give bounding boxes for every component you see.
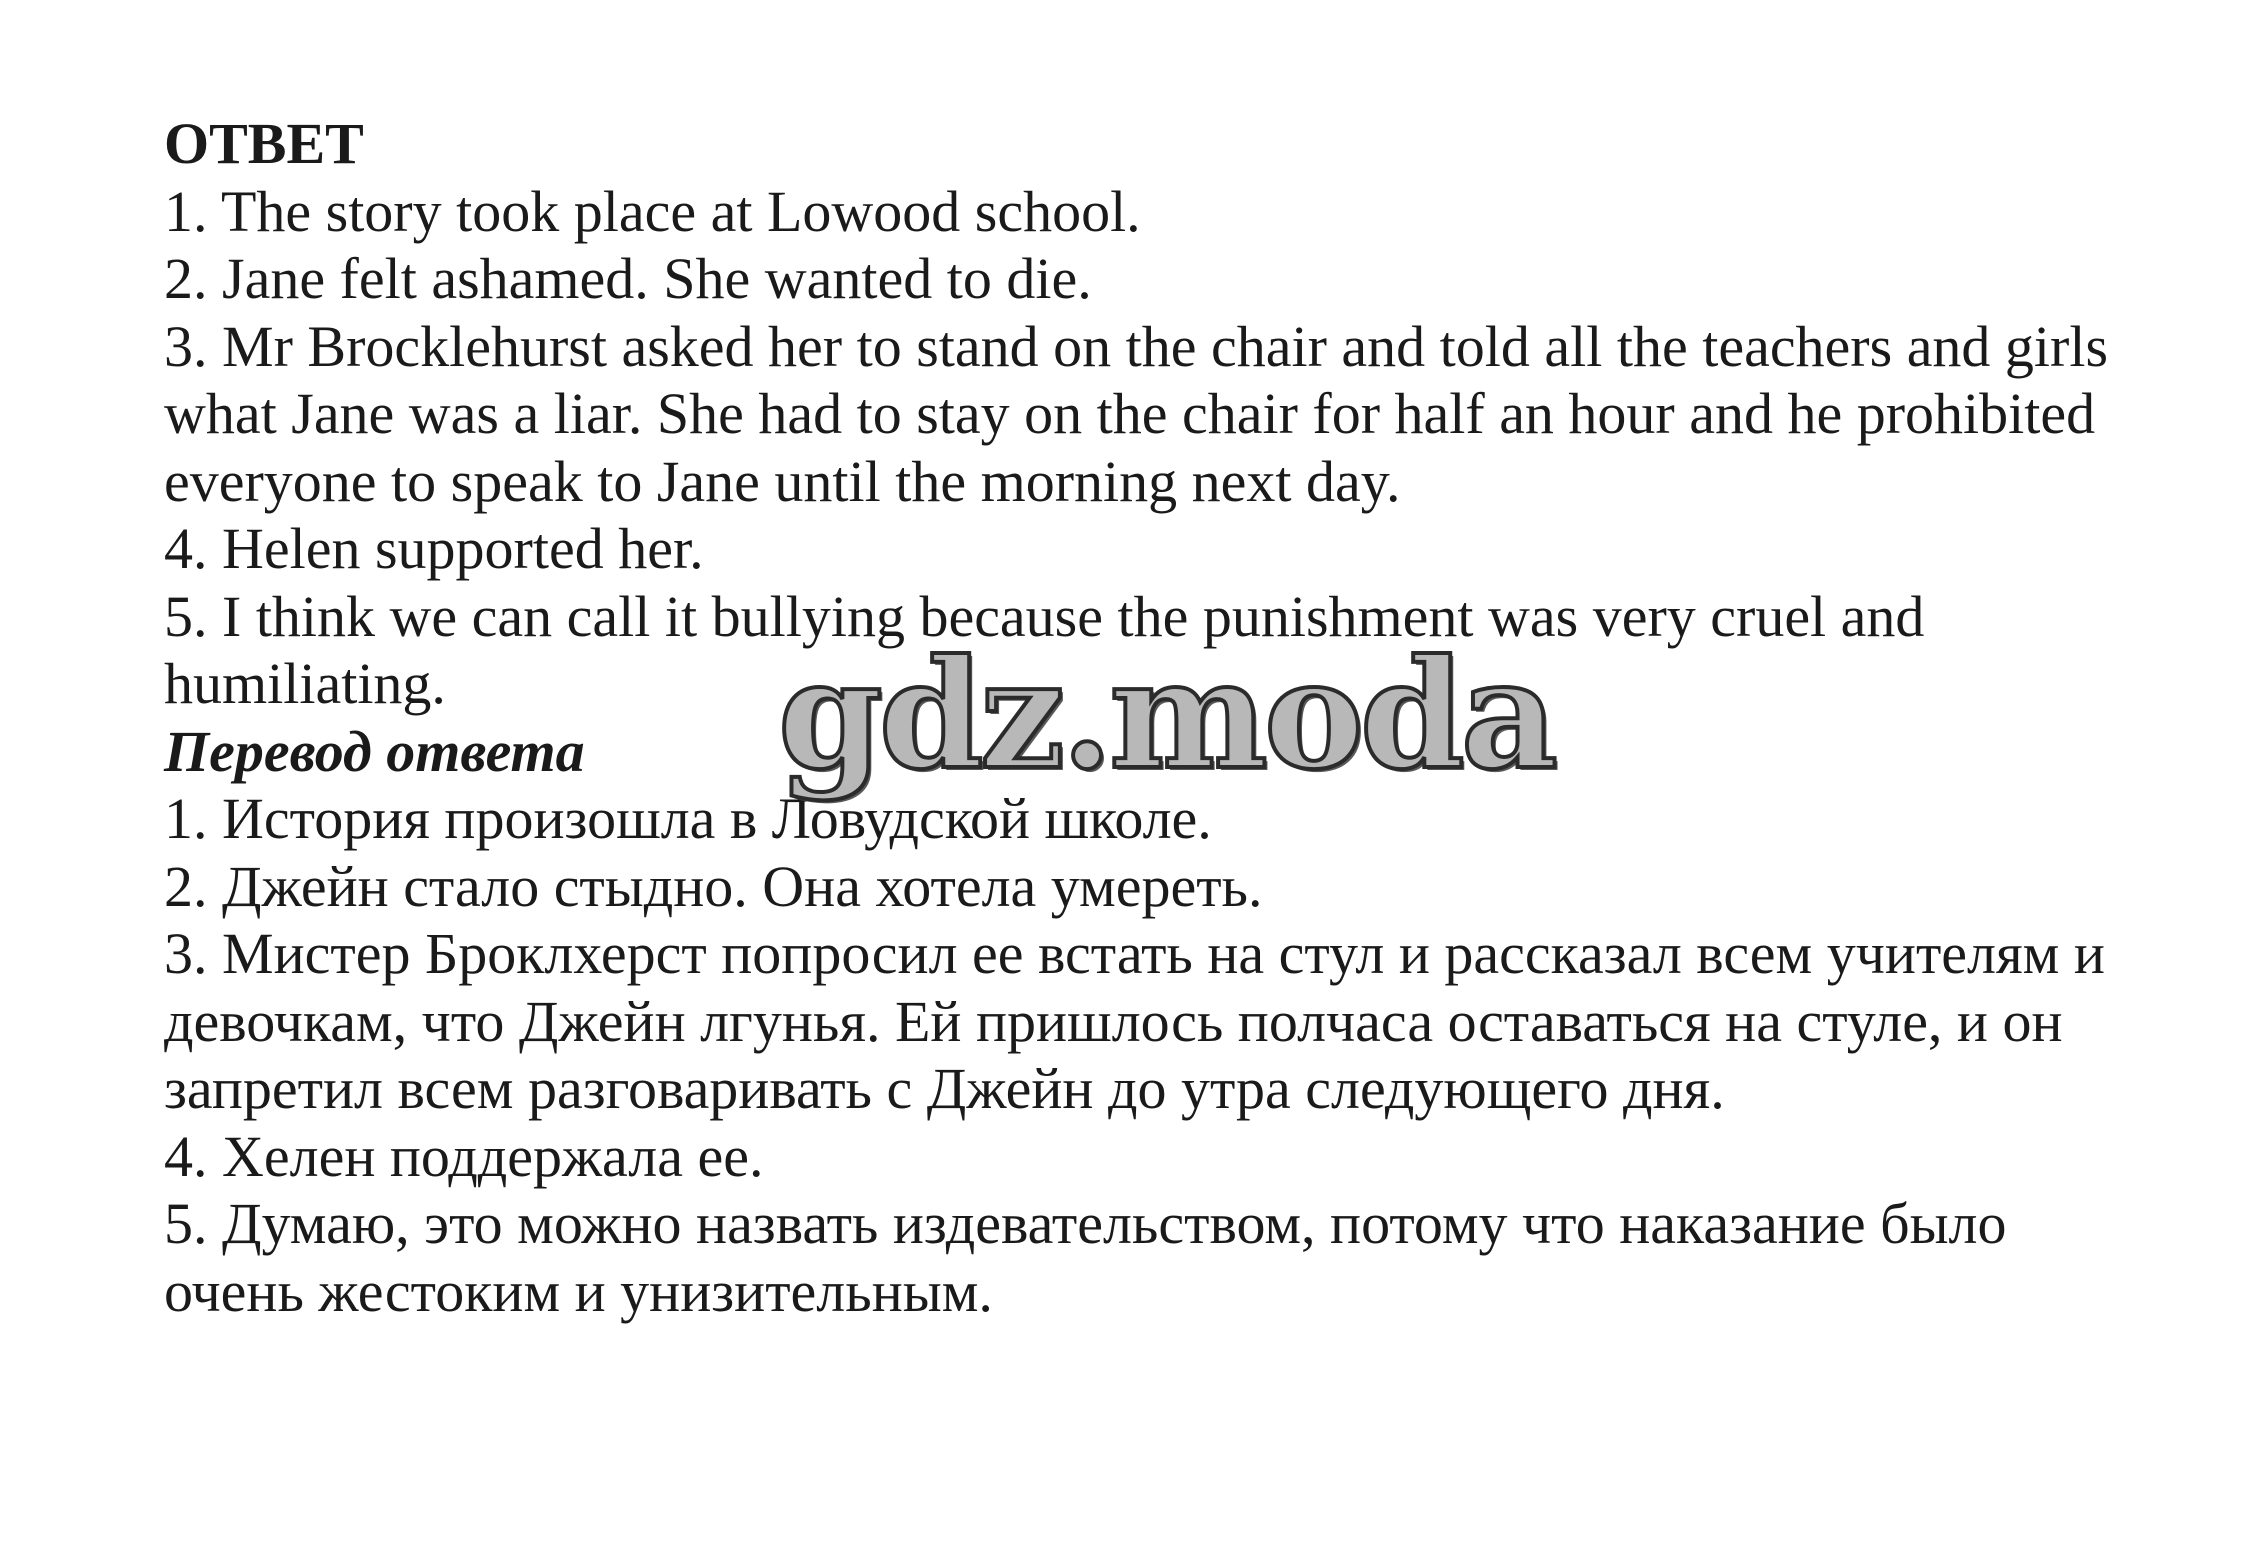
- answer-item-2: 2. Jane felt ashamed. She wanted to die.: [164, 246, 1092, 311]
- translation-heading: Перевод ответа: [164, 718, 585, 784]
- translation-item-2: 2. Джейн стало стыдно. Она хотела умереть.: [164, 853, 1263, 919]
- watermark-logo: gdz.moda: [778, 627, 1555, 803]
- answer-heading: ОТВЕТ: [164, 111, 364, 176]
- answer-item-5: 5. I think we can call it bullying because the punishment was very cruel and humiliating.: [164, 583, 1925, 716]
- translation-item-3: 3. Мистер Броклхерст попросил ее встать на стул и рассказал всем учителям и девочкам, что Джейн лгунья. Ей пришлось полчаса оставаться на стуле, и он запретил всем разговаривать с Джейн до утра следующего дня.: [164, 921, 2105, 1121]
- answer-item-4: 4. Helen supported her.: [164, 516, 704, 581]
- translation-item-1: 1. История произошла в Ловудской школе.: [164, 786, 1212, 851]
- document-body: [164, 110, 2114, 1325]
- answer-item-1: 1. The story took place at Lowood school.: [164, 178, 1141, 244]
- translation-item-4: 4. Хелен поддержала ее.: [164, 1123, 764, 1189]
- answer-item-3: 3. Mr Brocklehurst asked her to stand on the chair and told all the teachers and girls what Jane was a liar. She had to stay on the chair for half an hour and he prohibited everyone to speak to Jane until the morning next day.: [164, 313, 2109, 514]
- translation-item-5: 5. Думаю, это можно назвать издевательством, потому что наказание было очень жестоким и унизительным.: [164, 1191, 2007, 1324]
